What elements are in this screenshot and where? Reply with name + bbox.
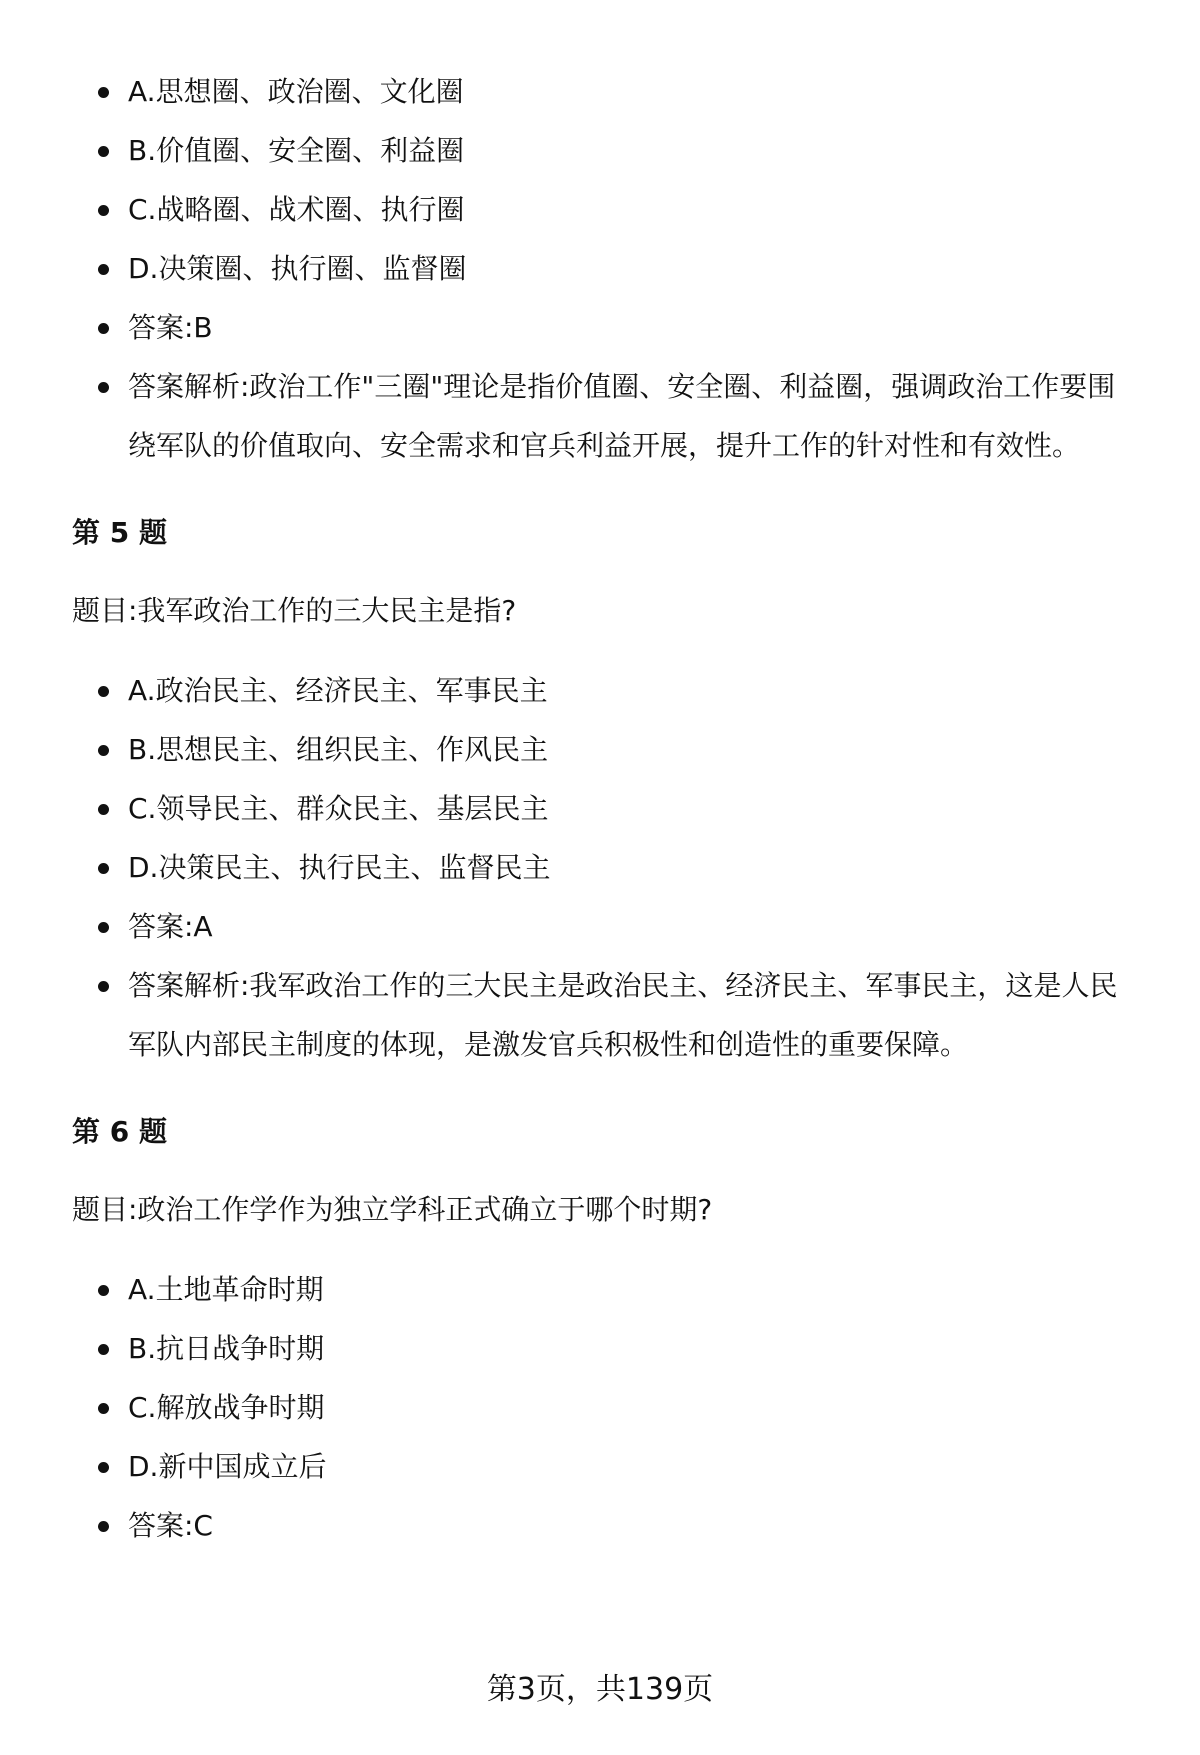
option-a: A.思想圈、政治圈、文化圈 (72, 62, 1128, 121)
option-d: D.新中国成立后 (72, 1437, 1128, 1496)
question-6-heading: 第 6 题 (72, 1115, 167, 1148)
option-b: B.思想民主、组织民主、作风民主 (72, 720, 1128, 779)
q4-options-list (72, 62, 1128, 475)
option-b: B.抗日战争时期 (72, 1319, 1128, 1378)
option-b: B.价值圈、安全圈、利益圈 (72, 121, 1128, 180)
option-d: D.决策民主、执行民主、监督民主 (72, 838, 1128, 897)
question-5-text: 题目:我军政治工作的三大民主是指? (72, 594, 517, 627)
answer: 答案:B (72, 298, 1128, 357)
option-c: C.领导民主、群众民主、基层民主 (72, 779, 1128, 838)
option-a: A.政治民主、经济民主、军事民主 (72, 661, 1128, 720)
q5-options-list (72, 661, 1128, 1074)
answer-explanation: 答案解析:政治工作"三圈"理论是指价值圈、安全圈、利益圈，强调政治工作要围绕军队的价值取向、安全需求和官兵利益开展，提升工作的针对性和有效性。 (72, 357, 1128, 475)
option-a: A.土地革命时期 (72, 1260, 1128, 1319)
q6-options-list (72, 1260, 1128, 1555)
question-5-heading: 第 5 题 (72, 516, 167, 549)
option-c: C.战略圈、战术圈、执行圈 (72, 180, 1128, 239)
answer: 答案:A (72, 897, 1128, 956)
page-number-footer: 第3页，共139页 (486, 1672, 714, 1707)
question-6-text: 题目:政治工作学作为独立学科正式确立于哪个时期? (72, 1193, 713, 1226)
option-c: C.解放战争时期 (72, 1378, 1128, 1437)
answer: 答案:C (72, 1496, 1128, 1555)
option-d: D.决策圈、执行圈、监督圈 (72, 239, 1128, 298)
answer-explanation: 答案解析:我军政治工作的三大民主是政治民主、经济民主、军事民主，这是人民军队内部民主制度的体现，是激发官兵积极性和创造性的重要保障。 (72, 956, 1128, 1074)
